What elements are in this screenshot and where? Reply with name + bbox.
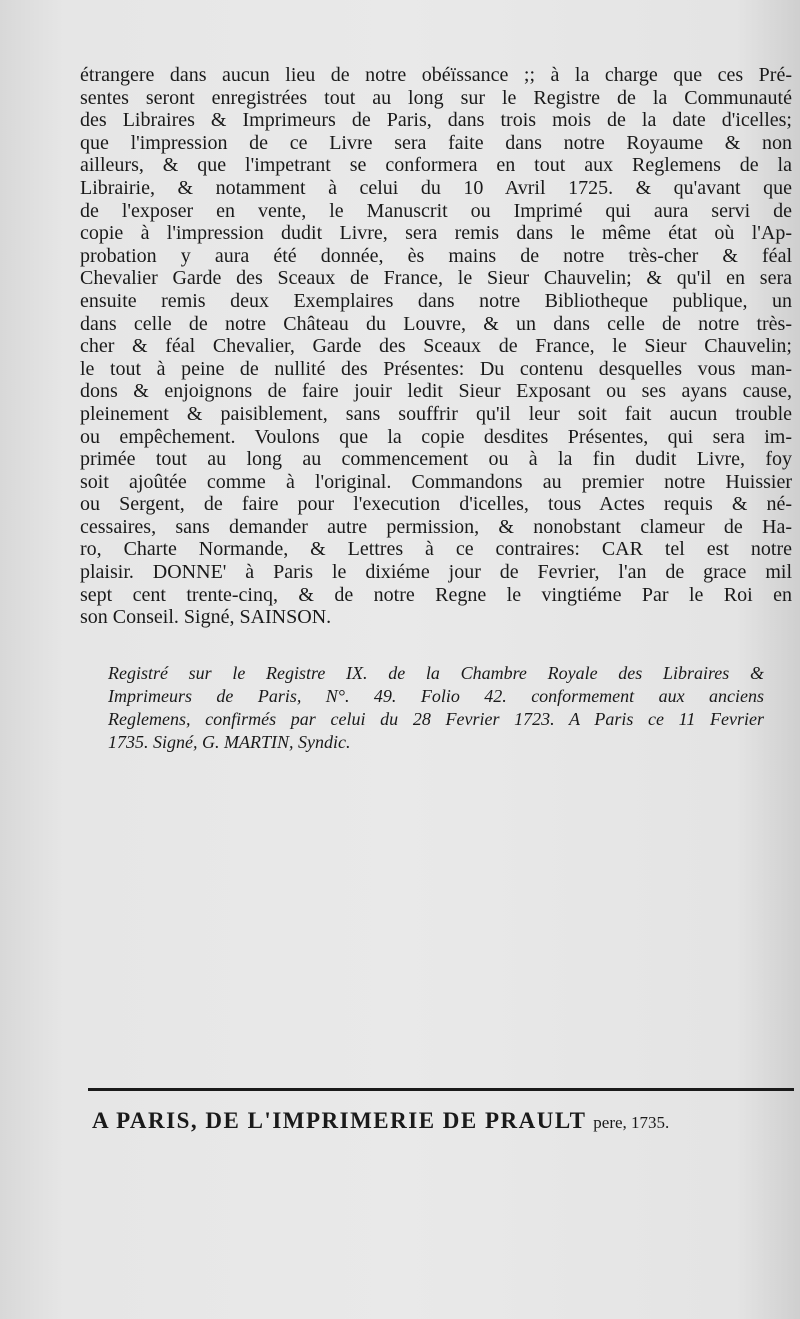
printer-imprint: [92, 1108, 782, 1134]
text-line: que l'impression de ce Livre sera faite dans notre Royaume & non: [80, 131, 792, 154]
text-line: probation y aura été donnée, ès mains de notre très-cher & féal: [80, 244, 792, 267]
text-line: primée tout au long au commencement ou à la fin dudit Livre, foy: [80, 448, 792, 471]
text-line: le tout à peine de nullité des Présentes: Du contenu desquelles vous man-: [80, 357, 792, 380]
registration-note: [108, 662, 764, 754]
text-line: plaisir. DONNE' à Paris le dixiéme jour de Fevrier, l'an de grace mil: [80, 561, 792, 584]
text-line: ou empêchement. Voulons que la copie desdites Présentes, qui sera im-: [80, 425, 792, 448]
privilege-text: [80, 64, 792, 629]
registry-line: Reglemens, confirmés par celui du 28 Fevrier 1723. A Paris ce 11 Fevrier: [108, 709, 764, 729]
text-line: de l'exposer en vente, le Manuscrit ou Imprimé qui aura servi de: [80, 199, 792, 222]
text-line: copie à l'impression dudit Livre, sera remis dans le même état où l'Ap-: [80, 222, 792, 245]
text-line: cher & féal Chevalier, Garde des Sceaux de France, le Sieur Chauvelin;: [80, 335, 792, 358]
registry-line: 1735. Signé, G. MARTIN, Syndic.: [108, 732, 351, 752]
text-line: dans celle de notre Château du Louvre, & un dans celle de notre très-: [80, 312, 792, 335]
text-line: ro, Charte Normande, & Lettres à ce contraires: CAR tel est notre: [80, 538, 792, 561]
text-line: des Libraires & Imprimeurs de Paris, dans trois mois de la date d'icelles;: [80, 109, 792, 132]
registry-line: Registré sur le Registre IX. de la Chambre Royale des Libraires &: [108, 663, 764, 683]
text-line: Chevalier Garde des Sceaux de France, le Sieur Chauvelin; & qu'il en sera: [80, 267, 792, 290]
text-line: pleinement & paisiblement, sans souffrir qu'il leur soit fait aucun trouble: [80, 402, 792, 425]
text-line: sentes seront enregistrées tout au long sur le Registre de la Communauté: [80, 86, 792, 109]
text-line: ou Sergent, de faire pour l'execution d'icelles, tous Actes requis & né-: [80, 493, 792, 516]
text-line: ensuite remis deux Exemplaires dans notre Bibliotheque publique, un: [80, 289, 792, 312]
text-line: son Conseil. Signé, SAINSON.: [80, 606, 332, 629]
text-line: Librairie, & notamment à celui du 10 Avril 1725. & qu'avant que: [80, 176, 792, 199]
imprint-tail: pere, 1735.: [593, 1113, 670, 1132]
text-line: sept cent trente-cinq, & de notre Regne le vingtiéme Par le Roi en: [80, 583, 792, 606]
registry-line: Imprimeurs de Paris, N°. 49. Folio 42. conformement aux anciens: [108, 686, 764, 706]
text-line: dons & enjoignons de faire jouir ledit Sieur Exposant ou ses ayans cause,: [80, 380, 792, 403]
text-line: ailleurs, & que l'impetrant se conformera en tout aux Reglemens de la: [80, 154, 792, 177]
text-line: cessaires, sans demander autre permission, & nonobstant clameur de Ha-: [80, 515, 792, 538]
imprint-main: A PARIS, DE L'IMPRIMERIE DE PRAULT: [92, 1108, 587, 1133]
horizontal-rule: [88, 1088, 794, 1091]
text-line: étrangere dans aucun lieu de notre obéïssance ;; à la charge que ces Pré-: [80, 64, 792, 86]
text-line: soit ajoûtée comme à l'original. Commandons au premier notre Huissier: [80, 470, 792, 493]
